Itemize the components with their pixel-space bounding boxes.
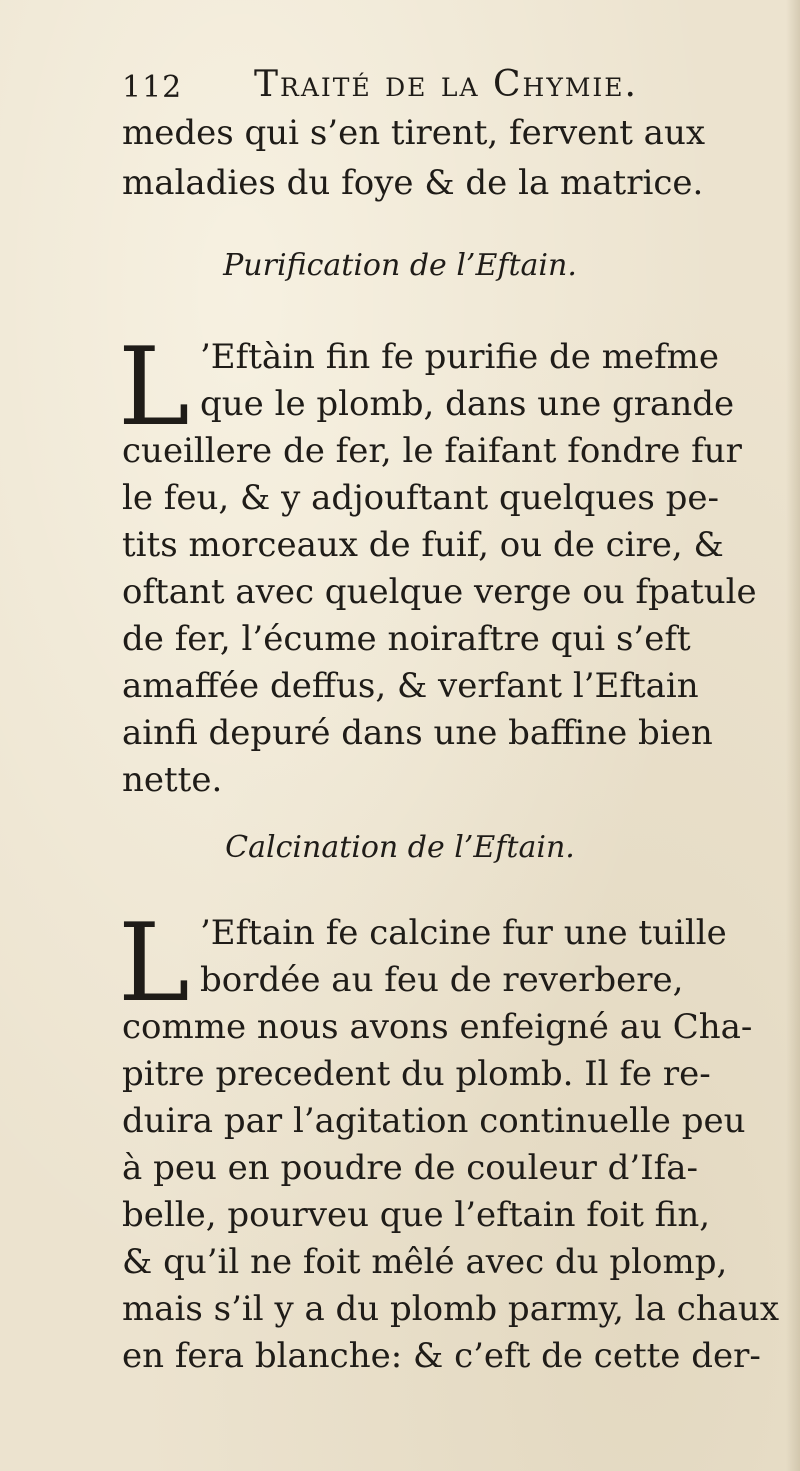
text-line: tits morceaux de fuif, ou de cire, & <box>122 525 724 565</box>
drop-cap: L <box>118 901 190 1026</box>
running-title: Traité de la Chymie. <box>254 64 638 105</box>
text-line: en fera blanche: & c’eft de cette der- <box>122 1336 761 1376</box>
text-line: ’Eftàin fin fe purifie de mefme <box>200 337 720 377</box>
text-line: de fer, l’écume noiraftre qui s’eft <box>122 619 691 659</box>
text-line: maladies du foye & de la matrice. <box>122 163 704 203</box>
text-line: & qu’il ne foit mêlé avec du plomp, <box>122 1242 728 1282</box>
text-line: amaffée deffus, & verfant l’Eftain <box>122 666 699 706</box>
text-line: ’Eftain fe calcine fur une tuille <box>200 913 727 953</box>
page-number: 112 <box>122 70 183 105</box>
text-line: ainfi depuré dans une baffine bien <box>122 713 713 753</box>
text-line: à peu en poudre de couleur d’Ifa- <box>122 1148 698 1188</box>
text-line: que le plomb, dans une grande <box>200 384 735 424</box>
section-heading: Calcination de l’Eftain. <box>225 830 575 865</box>
text-line: comme nous avons enfeigné au Cha- <box>122 1007 753 1047</box>
text-line: oftant avec quelque verge ou fpatule <box>122 572 757 612</box>
section-heading: Purification de l’Eftain. <box>223 248 577 283</box>
text-line: bordée au feu de reverbere, <box>200 960 684 1000</box>
text-line: le feu, & y adjouftant quelques pe- <box>122 478 720 518</box>
text-line: duira par l’agitation continuelle peu <box>122 1101 746 1141</box>
text-line: nette. <box>122 760 223 800</box>
page-edge-shadow <box>786 0 800 1471</box>
text-line: mais s’il y a du plomb parmy, la chaux <box>122 1289 780 1329</box>
text-line: cueillere de fer, le faifant fondre fur <box>122 431 742 471</box>
text-line: medes qui s’en tirent, fervent aux <box>122 113 706 153</box>
text-line: belle, pourveu que l’eftain foit fin, <box>122 1195 711 1235</box>
text-line: pitre precedent du plomb. Il fe re- <box>122 1054 711 1094</box>
running-head <box>122 64 772 108</box>
drop-cap: L <box>118 325 190 450</box>
